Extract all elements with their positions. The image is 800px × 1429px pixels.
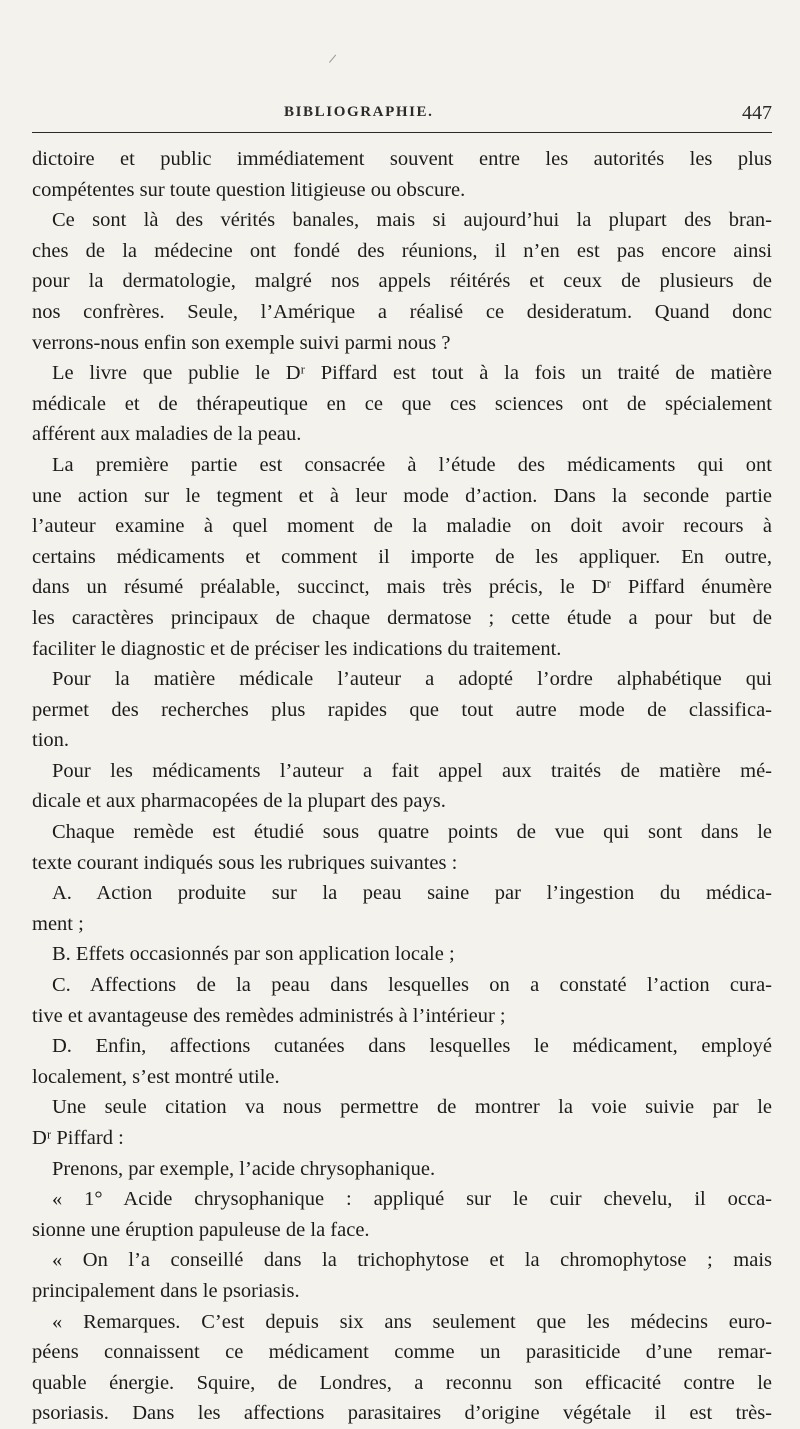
text-line: A. Action produite sur la peau saine par l’ingestion du médica-: [52, 882, 772, 905]
text-line: ment ;: [32, 912, 84, 935]
text-line: quable énergie. Squire, de Londres, a reconnu son efficacité contre le: [32, 1371, 772, 1394]
text-line: Une seule citation va nous permettre de montrer la voie suivie par le: [52, 1096, 772, 1119]
text-line: D. Enfin, affections cutanées dans lesquelles le médicament, employé: [52, 1035, 772, 1058]
text-line: afférent aux maladies de la peau.: [32, 423, 302, 446]
text-line: dans un résumé préalable, succinct, mais très précis, le Dʳ Piffard énumère: [32, 576, 772, 599]
text-line: certains médicaments et comment il importe de les appliquer. En outre,: [32, 545, 772, 568]
text-line: principalement dans le psoriasis.: [32, 1279, 300, 1302]
text-line: pour la dermatologie, malgré nos appels réitérés et ceux de plusieurs de: [32, 270, 772, 293]
text-line: médicale et de thérapeutique en ce que ces sciences ont de spécialement: [32, 392, 772, 415]
text-line: tive et avantageuse des remèdes administrés à l’intérieur ;: [32, 1004, 506, 1027]
book-page: [32, 0, 772, 1425]
text-line: B. Effets occasionnés par son application locale ;: [52, 943, 455, 966]
text-line: La première partie est consacrée à l’étude des médicaments qui ont: [52, 453, 772, 476]
stray-ink-mark: [329, 55, 337, 64]
page-header: [32, 104, 772, 128]
text-line: l’auteur examine à quel moment de la maladie on doit avoir recours à: [32, 515, 772, 538]
text-line: dicale et aux pharmacopées de la plupart des pays.: [32, 790, 446, 813]
text-line: « On l’a conseillé dans la trichophytose et la chromophytose ; mais: [52, 1249, 772, 1272]
page-number: 447: [742, 102, 772, 124]
text-line: texte courant indiqués sous les rubriques suivantes :: [32, 851, 458, 874]
text-line: Le livre que publie le Dʳ Piffard est tout à la fois un traité de matière: [52, 362, 772, 385]
text-line: péens connaissent ce médicament comme un parasiticide d’une remar-: [32, 1341, 772, 1364]
text-line: une action sur le tegment et à leur mode d’action. Dans la seconde partie: [32, 484, 772, 507]
body-text: [32, 144, 772, 1429]
text-line: « 1° Acide chrysophanique : appliqué sur le cuir chevelu, il occa-: [52, 1188, 772, 1211]
text-line: compétentes sur toute question litigieuse ou obscure.: [32, 178, 466, 201]
text-line: Dʳ Piffard :: [32, 1127, 124, 1149]
text-line: faciliter le diagnostic et de préciser les indications du traitement.: [32, 637, 562, 660]
text-line: psoriasis. Dans les affections parasitaires d’origine végétale il est très-: [32, 1402, 772, 1425]
text-line: Pour la matière médicale l’auteur a adopté l’ordre alphabétique qui: [52, 668, 772, 691]
running-title: BIBLIOGRAPHIE.: [284, 104, 434, 120]
text-line: Prenons, par exemple, l’acide chrysophanique.: [52, 1157, 436, 1180]
text-line: dictoire et public immédiatement souvent entre les autorités les plus: [32, 148, 772, 170]
text-line: permet des recherches plus rapides que tout autre mode de classifica-: [32, 698, 772, 721]
text-line: localement, s’est montré utile.: [32, 1065, 280, 1088]
header-rule: [32, 132, 772, 133]
text-line: verrons-nous enfin son exemple suivi parmi nous ?: [32, 331, 451, 354]
text-line: Pour les médicaments l’auteur a fait appel aux traités de matière mé-: [52, 759, 772, 782]
text-line: les caractères principaux de chaque dermatose ; cette étude a pour but de: [32, 606, 772, 629]
text-line: Chaque remède est étudié sous quatre points de vue qui sont dans le: [52, 821, 772, 844]
text-line: tion.: [32, 729, 70, 752]
text-line: sionne une éruption papuleuse de la face.: [32, 1218, 370, 1241]
text-line: « Remarques. C’est depuis six ans seulement que les médecins euro-: [52, 1310, 772, 1333]
text-line: ches de la médecine ont fondé des réunions, il n’en est pas encore ainsi: [32, 239, 772, 262]
text-line: nos confrères. Seule, l’Amérique a réalisé ce desideratum. Quand donc: [32, 300, 772, 323]
text-line: Ce sont là des vérités banales, mais si aujourd’hui la plupart des bran-: [52, 209, 772, 232]
text-line: C. Affections de la peau dans lesquelles on a constaté l’action cura-: [52, 974, 772, 997]
